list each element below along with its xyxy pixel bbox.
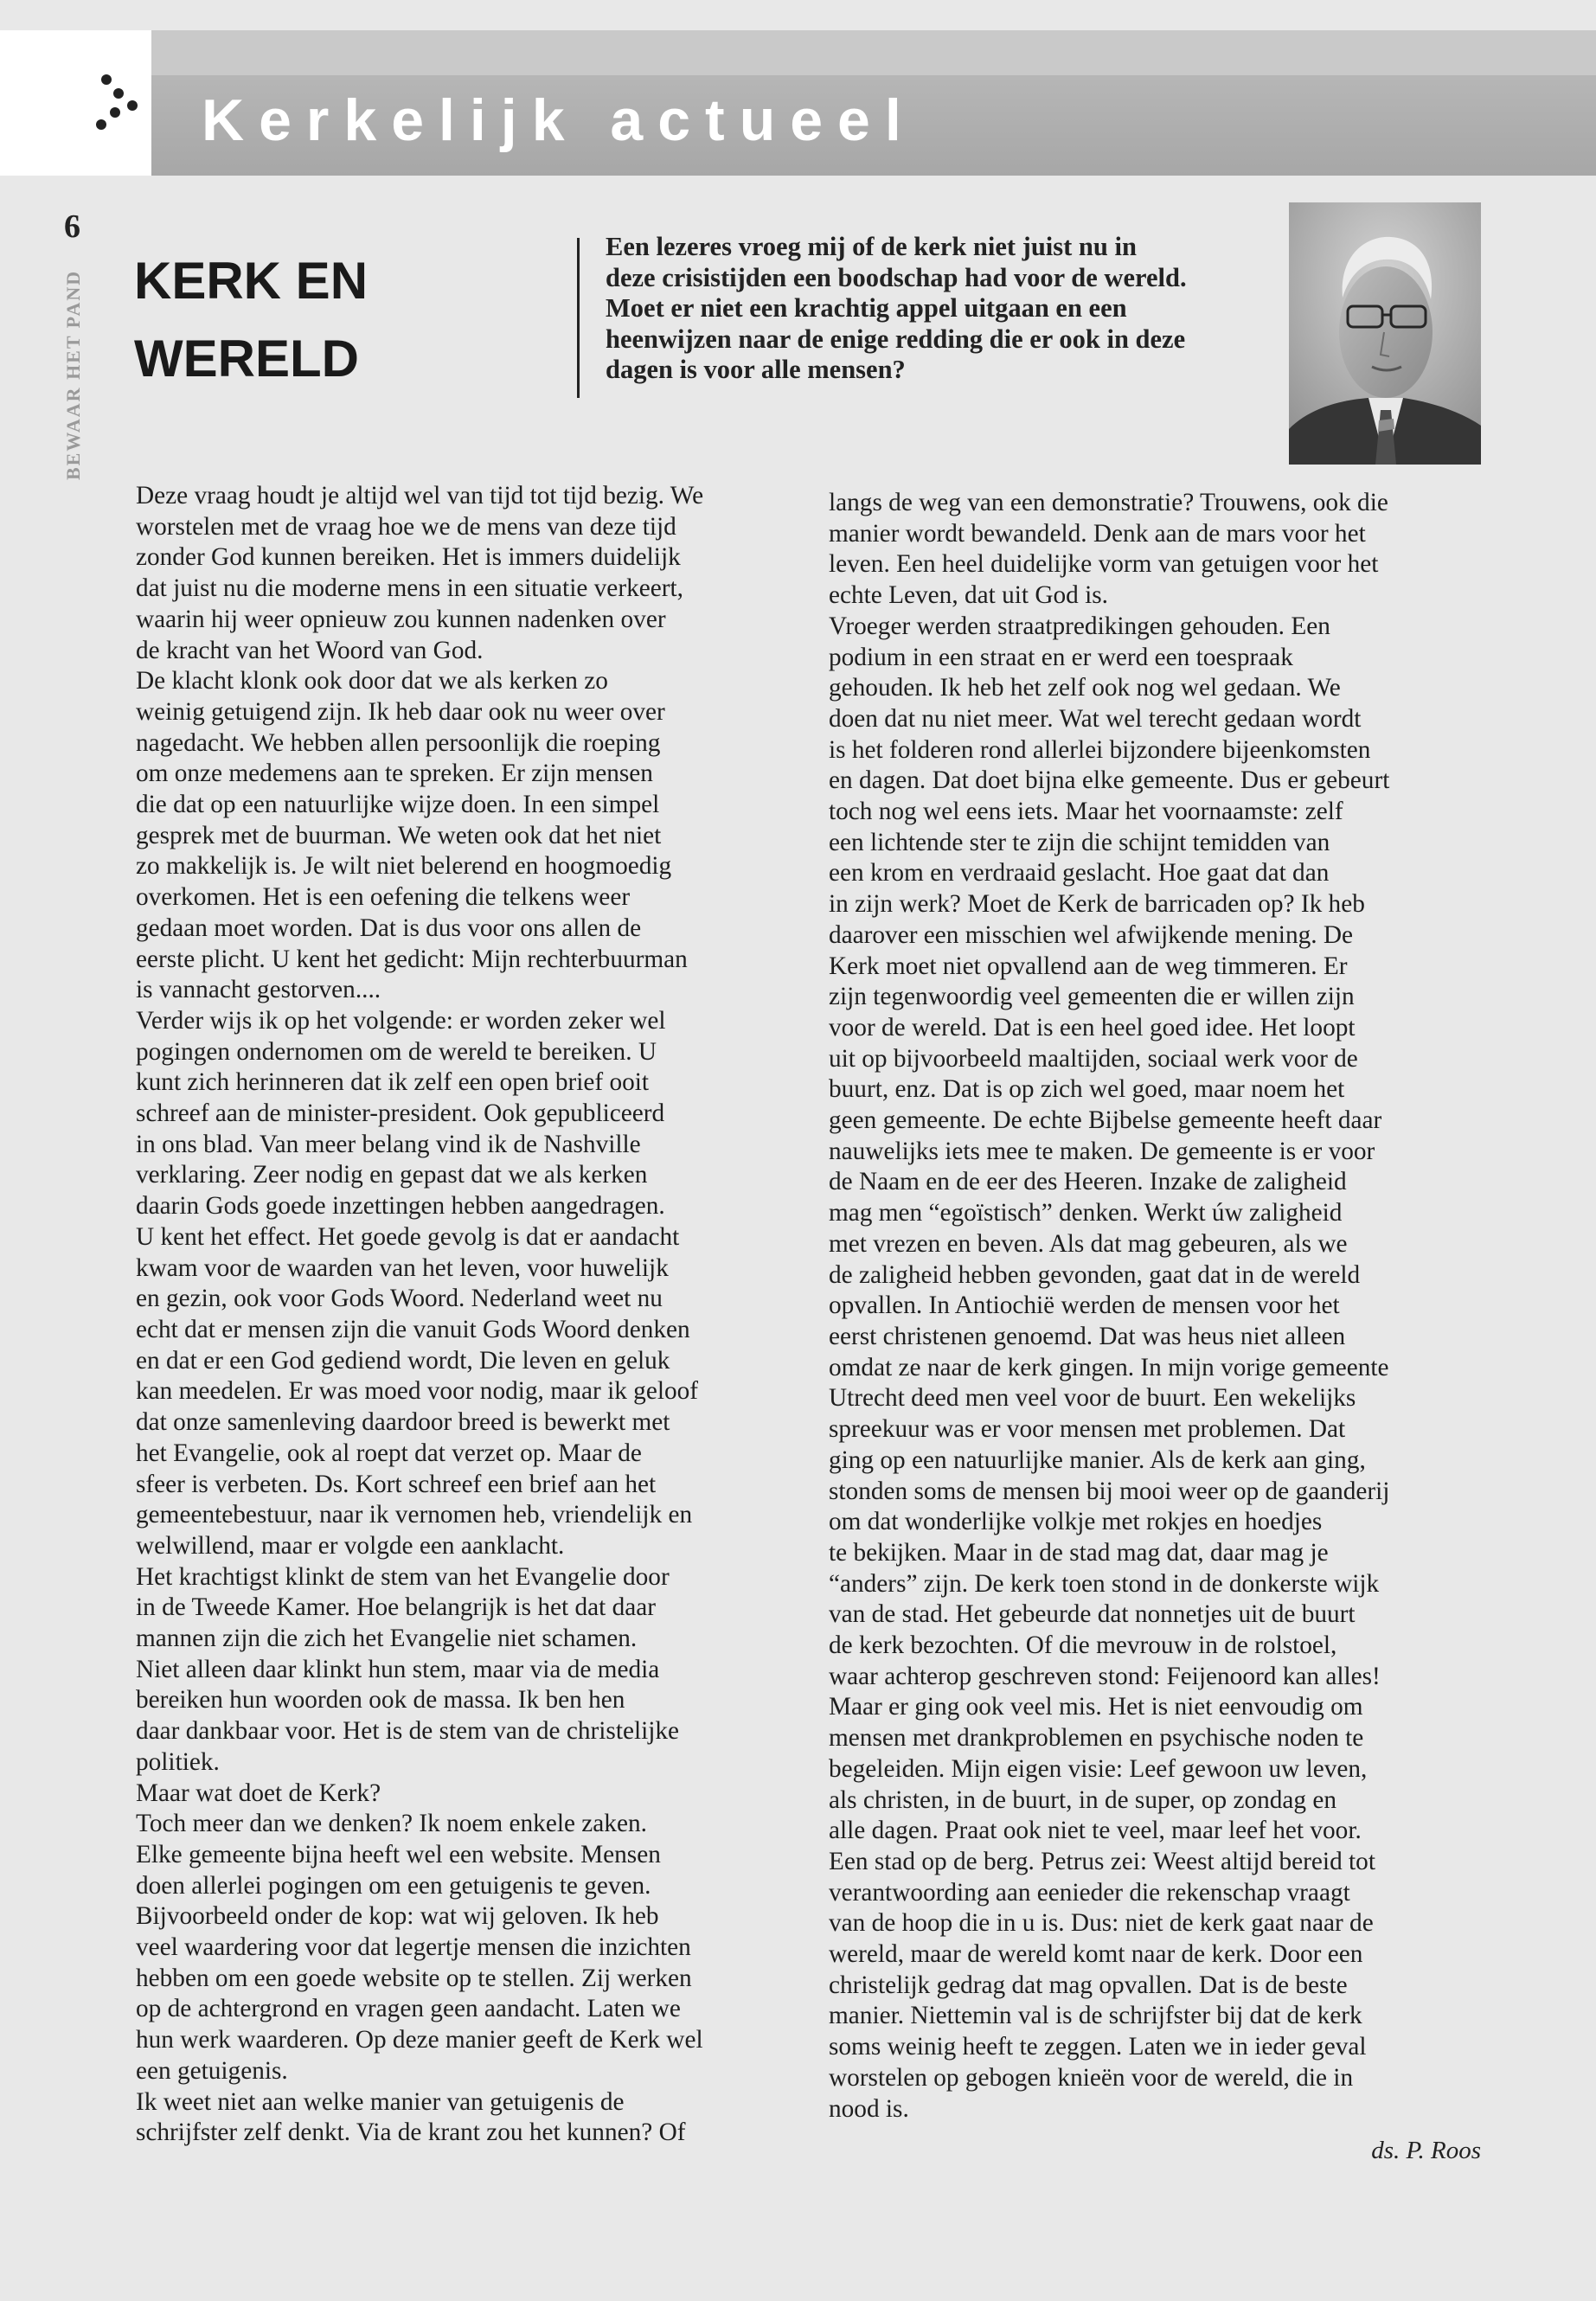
text-line: nood is. (829, 2094, 909, 2123)
text-line: buurt, enz. Dat is op zich wel goed, maar noem het (829, 1075, 1345, 1104)
article-column-left (136, 481, 785, 2149)
text-line: eerst christenen genoemd. Dat was heus niet alleen (829, 1322, 1346, 1350)
text-line: Moet er niet een krachtig appel uitgaan en een (606, 293, 1127, 323)
article-column-right (829, 488, 1486, 2125)
text-line: een lichtende ster te zijn die schijnt temidden van (829, 828, 1330, 856)
text-line: en gezin, ook voor Gods Woord. Nederland weet nu (136, 1285, 663, 1313)
text-line: Ik weet niet aan welke manier van getuigenis de (136, 2087, 625, 2116)
text-line: Niet alleen daar klinkt hun stem, maar via de media (136, 1655, 660, 1683)
text-line: mag men “egoïstisch” denken. Werkt úw zaligheid (829, 1199, 1343, 1227)
text-line: hebben om een goede website op te stellen. Zij werken (136, 1964, 692, 1992)
text-line: Utrecht deed men veel voor de buurt. Een wekelijks (829, 1384, 1356, 1413)
text-line: nauwelijks iets mee te maken. De gemeente is er voor (829, 1137, 1375, 1165)
text-line: schrijfster zelf denkt. Via de krant zou het kunnen? Of (136, 2118, 686, 2147)
text-line: zonder God kunnen bereiken. Het is immers duidelijk (136, 543, 681, 572)
text-line: waarin hij weer opnieuw zou kunnen nadenken over (136, 605, 666, 633)
text-line: veel waardering voor dat legertje mensen die inzichten (136, 1933, 691, 1962)
text-line: om dat wonderlijke volkje met rokjes en hoedjes (829, 1508, 1323, 1536)
text-line: mannen zijn die zich het Evangelie niet schamen. (136, 1625, 638, 1653)
text-line: Maar er ging ook veel mis. Het is niet eenvoudig om (829, 1693, 1363, 1721)
text-line: die dat op een natuurlijke wijze doen. In een simpel (136, 791, 660, 819)
text-line: soms weinig heeft te zeggen. Laten we in ieder geval (829, 2033, 1367, 2061)
text-line: deze crisistijden een boodschap had voor de wereld. (606, 262, 1187, 292)
author-photo (1289, 202, 1481, 465)
text-line: gemeentebestuur, naar ik vernomen heb, vriendelijk en (136, 1501, 693, 1529)
text-line: in zijn werk? Moet de Kerk de barricaden op? Ik heb (829, 890, 1365, 919)
text-line: mensen met drankproblemen en psychische noden te (829, 1724, 1364, 1753)
article-intro (606, 232, 1263, 386)
text-line: echt dat er mensen zijn die vanuit Gods Woord denken (136, 1315, 690, 1343)
text-line: dagen is voor alle mensen? (606, 355, 906, 384)
text-line: met vrezen en beven. Als dat mag gebeuren, als we (829, 1229, 1348, 1258)
text-line: is het folderen rond allerlei bijzondere bijeenkomsten (829, 735, 1371, 764)
text-line: bereiken hun woorden ook de massa. Ik ben hen (136, 1686, 625, 1715)
text-line: om onze medemens aan te spreken. Er zijn mensen (136, 760, 653, 788)
text-line: een getuigenis. (136, 2056, 288, 2085)
text-line: nagedacht. We hebben allen persoonlijk die roeping (136, 728, 661, 757)
text-line: als christen, in de buurt, in de super, op zondag en (829, 1785, 1337, 1814)
text-line: Toch meer dan we denken? Ik noem enkele zaken. (136, 1810, 647, 1838)
text-line: gesprek met de buurman. We weten ook dat het niet (136, 821, 662, 849)
text-line: daar dankbaar voor. Het is de stem van de christelijke (136, 1717, 680, 1746)
magazine-side-label: BEWAAR HET PAND (62, 269, 84, 480)
text-line: opvallen. In Antiochië werden de mensen voor het (829, 1292, 1340, 1320)
text-line: in de Tweede Kamer. Hoe belangrijk is het dat daar (136, 1593, 657, 1622)
text-line: christelijk gedrag dat mag opvallen. Dat is de beste (829, 1971, 1348, 1999)
text-line: van de stad. Het gebeurde dat nonnetjes uit de buurt (829, 1600, 1356, 1629)
text-line: gedaan moet worden. Dat is dus voor ons allen de (136, 913, 642, 942)
text-line: en dagen. Dat doet bijna elke gemeente. Dus er gebeurt (829, 766, 1390, 795)
text-line: doen dat nu niet meer. Wat wel terecht gedaan wordt (829, 704, 1362, 733)
article-headline (134, 242, 368, 398)
text-line: geen gemeente. De echte Bijbelse gemeente heeft daar (829, 1106, 1382, 1135)
text-line: Bijvoorbeeld onder de kop: wat wij geloven. Ik heb (136, 1902, 659, 1931)
text-line: Vroeger werden straatpredikingen gehouden. Een (829, 612, 1330, 640)
text-line: “anders” zijn. De kerk toen stond in de donkerste wijk (829, 1569, 1380, 1598)
text-line: zo makkelijk is. Je wilt niet belerend en hoogmoedig (136, 852, 672, 881)
text-line: de Naam en de eer des Heeren. Inzake de zaligheid (829, 1168, 1347, 1196)
text-line: Een stad op de berg. Petrus zei: Weest altijd bereid tot (829, 1847, 1375, 1875)
text-line: alle dagen. Praat ook niet te veel, maar leef het voor. (829, 1817, 1362, 1845)
text-line: toch nog wel eens iets. Maar het voornaamste: zelf (829, 798, 1343, 826)
text-line: weinig getuigend zijn. Ik heb daar ook nu weer over (136, 697, 665, 726)
text-line: en dat er een God gediend wordt, Die leven en geluk (136, 1346, 670, 1375)
text-line: U kent het effect. Het goede gevolg is dat er aandacht (136, 1222, 680, 1251)
text-line: sfeer is verbeten. Ds. Kort schreef een brief aan het (136, 1470, 657, 1498)
text-line: Elke gemeente bijna heeft wel een website. Mensen (136, 1840, 661, 1868)
text-line: eerste plicht. U kent het gedicht: Mijn rechterbuurman (136, 945, 688, 973)
dots-logo-icon (91, 71, 151, 140)
headline-divider (577, 238, 580, 398)
text-line: dat onze samenleving daardoor breed is bewerkt met (136, 1408, 670, 1437)
text-line: kan meedelen. Er was moed voor nodig, maar ik geloof (136, 1377, 699, 1406)
text-line: uit op bijvoorbeeld maaltijden, sociaal werk voor de (829, 1044, 1358, 1073)
text-line: manier wordt bewandeld. Denk aan de mars voor het (829, 519, 1366, 548)
text-line: welwillend, maar er volgde een aanklacht. (136, 1531, 565, 1560)
section-header-tab (151, 30, 1596, 75)
text-line: hun werk waarderen. Op deze manier geeft de Kerk wel (136, 2026, 703, 2054)
text-line: is vannacht gestorven.... (136, 976, 381, 1004)
text-line: zijn tegenwoordig veel gemeenten die er willen zijn (829, 983, 1355, 1011)
text-line: daarin Gods goede inzettingen hebben aangedragen. (136, 1192, 665, 1221)
text-line: in ons blad. Van meer belang vind ik de Nashville (136, 1130, 641, 1158)
text-line: leven. Een heel duidelijke vorm van getuigen voor het (829, 550, 1379, 579)
text-line: Het krachtigst klinkt de stem van het Evangelie door (136, 1562, 670, 1591)
headline-line: KERK EN (134, 252, 369, 310)
text-line: omdat ze naar de kerk gingen. In mijn vorige gemeente (829, 1353, 1389, 1381)
text-line: de kracht van het Woord van God. (136, 636, 484, 664)
text-line: Kerk moet niet opvallend aan de weg timmeren. Er (829, 952, 1348, 980)
text-line: kunt zich herinneren dat ik zelf een open brief ooit (136, 1068, 650, 1097)
text-line: Een lezeres vroeg mij of de kerk niet juist nu in (606, 232, 1137, 261)
text-line: stonden soms de mensen bij mooi weer op de gaanderij (829, 1477, 1390, 1505)
text-line: gehouden. Ik heb het zelf ook nog wel gedaan. We (829, 674, 1341, 702)
text-line: daarover een misschien wel afwijkende mening. De (829, 920, 1354, 949)
text-line: schreef aan de minister-president. Ook gepubliceerd (136, 1099, 665, 1128)
text-line: dat juist nu die moderne mens in een situatie verkeert, (136, 574, 683, 603)
section-title: Kerkelijk actueel (202, 87, 916, 153)
text-line: podium in een straat en er werd een toespraak (829, 643, 1293, 671)
text-line: begeleiden. Mijn eigen visie: Leef gewoon uw leven, (829, 1754, 1368, 1783)
text-line: ging op een natuurlijke manier. Als de kerk aan ging, (829, 1445, 1366, 1474)
text-line: worstelen met de vraag hoe we de mens van deze tijd (136, 512, 676, 541)
article-author: ds. P. Roos (1371, 2137, 1481, 2164)
text-line: Deze vraag houdt je altijd wel van tijd tot tijd bezig. We (136, 482, 704, 510)
text-line: worstelen op gebogen knieën voor de wereld, die in (829, 2063, 1354, 2092)
page-number: 6 (64, 208, 80, 245)
headline-line: WERELD (134, 330, 359, 388)
text-line: de kerk bezochten. Of die mevrouw in de rolstoel, (829, 1631, 1337, 1660)
text-line: verantwoording aan eenieder die rekenschap vraagt (829, 1878, 1350, 1907)
text-line: politiek. (136, 1747, 220, 1776)
text-line: langs de weg van een demonstratie? Trouwens, ook die (829, 489, 1388, 516)
text-line: verklaring. Zeer nodig en gepast dat we als kerken (136, 1161, 648, 1189)
text-line: pogingen ondernomen om de wereld te bereiken. U (136, 1037, 657, 1066)
text-line: de zaligheid hebben gevonden, gaat dat in de wereld (829, 1260, 1361, 1289)
text-line: manier. Niettemin val is de schrijfster bij dat de kerk (829, 2002, 1362, 2030)
text-line: op de achtergrond en vragen geen aandacht. Laten we (136, 1995, 681, 2023)
text-line: van de hoop die in u is. Dus: niet de kerk gaat naar de (829, 1909, 1374, 1938)
text-line: kwam voor de waarden van het leven, voor huwelijk (136, 1253, 669, 1282)
text-line: spreekuur was er voor mensen met problemen. Dat (829, 1415, 1346, 1444)
text-line: te bekijken. Maar in de stad mag dat, daar mag je (829, 1538, 1329, 1567)
text-line: een krom en verdraaid geslacht. Hoe gaat dat dan (829, 859, 1330, 888)
text-line: echte Leven, dat uit God is. (829, 581, 1108, 610)
text-line: heenwijzen naar de enige redding die er ook in deze (606, 324, 1186, 354)
text-line: voor de wereld. Dat is een heel goed idee. Het loopt (829, 1013, 1356, 1042)
text-line: overkomen. Het is een oefening die telkens weer (136, 883, 631, 912)
text-line: wereld, maar de wereld komt naar de kerk. Door een (829, 1940, 1363, 1969)
text-line: het Evangelie, ook al roept dat verzet op. Maar de (136, 1439, 642, 1467)
text-line: Verder wijs ik op het volgende: er worden zeker wel (136, 1006, 666, 1035)
text-line: doen allerlei pogingen om een getuigenis te geven. (136, 1871, 651, 1900)
text-line: waar achterop geschreven stond: Feijenoord kan alles! (829, 1662, 1381, 1690)
text-line: De klacht klonk ook door dat we als kerken zo (136, 667, 608, 695)
text-line: Maar wat doet de Kerk? (136, 1779, 381, 1807)
